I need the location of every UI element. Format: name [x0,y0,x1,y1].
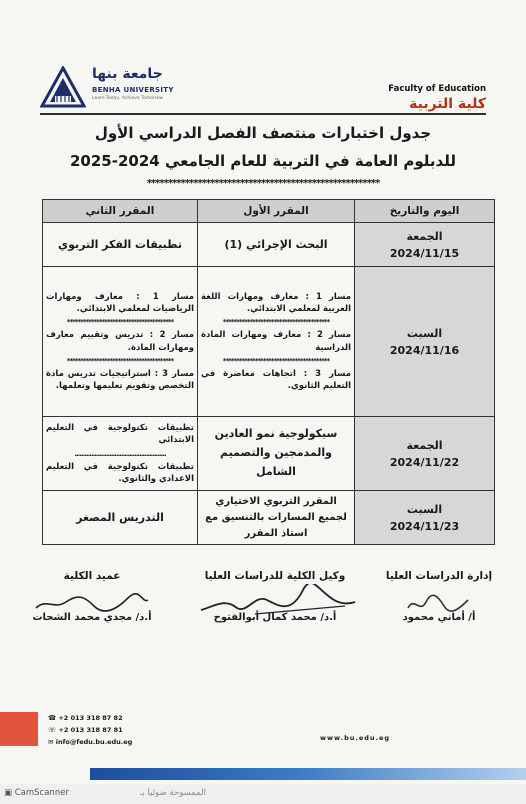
day-cell [355,267,495,417]
column-header-second-course: المقرر الثاني [43,200,198,223]
track-item: مسار 2 : معارف ومهارات المادة الدراسية [201,330,351,353]
signature-role: إدارة الدراسات العليا [385,570,493,582]
signature-name: أ/ أماني محمود [402,612,476,623]
university-emblem-icon [40,66,86,108]
signature-postgrad-admin [374,570,504,623]
second-course-cell [43,267,198,417]
track-item: تطبيقات تكنولوجية في التعليم الاعدادي والثانوي. [46,461,194,484]
day-date: 2024/11/16 [389,343,460,357]
signature-dean [22,570,162,623]
second-course-cell: التدريس المصغر [43,491,198,545]
document-title: جدول اختبارات منتصف الفصل الدراسي الأول [94,124,432,142]
university-tagline: Learn Today, Achieve Tomorrow [92,96,163,101]
dotted-divider: ....................................................... [74,449,166,458]
day-cell [355,491,495,545]
phone-icon: ☎ [48,714,59,722]
second-course-cell: تطبيقات الفكر التربوي [43,223,198,267]
stars-divider: **************************************** [66,318,174,327]
university-name-ar: جامعة بنها [92,66,163,82]
stars-divider: ******************************************************* [146,178,380,189]
handwritten-signature [195,584,360,618]
exam-schedule-table [42,199,495,545]
track-item: مسار 1 : معارف ومهارات الرياضيات لمعلمي الابتدائي. [46,291,194,314]
column-header-day: اليوم والتاريخ [355,200,495,223]
stars-divider: **************************************** [66,356,174,365]
day-name: السبت [406,502,443,516]
track-item: مسار 2 : تدريس وتقييم معارف ومهارات المادة. [46,330,194,353]
track-item: تطبيقات تكنولوجية في التعليم الابتدائي [46,422,194,446]
footer-color-bar [90,768,526,780]
table-row [43,491,495,545]
day-name: الجمعة [406,438,443,452]
day-date: 2024/11/22 [389,455,460,469]
first-course-cell: سيكولوجية نمو العادين والمدمجين والتصميم الشامل [198,417,355,491]
day-date: 2024/11/15 [389,246,460,260]
day-date: 2024/11/23 [389,519,460,533]
stars-divider: **************************************** [222,318,330,327]
table-row [43,223,495,267]
first-course-cell: البحث الإجرائي (1) [198,223,355,267]
handwritten-signature [404,592,474,616]
day-name: الجمعة [406,229,443,243]
day-cell [355,417,495,491]
table-row [43,267,495,417]
track-item: مسار 3 : اتجاهات معاصرة في التعليم الثانوي. [201,368,351,392]
table-row [43,417,495,491]
email-icon: ✉ [48,738,56,746]
signature-role: وكيل الكلية للدراسات العليا [204,570,346,582]
camscanner-icon: ▣ [4,788,15,798]
footer-phone: +2 013 318 87 82 [58,714,123,722]
footer-email: info@fedu.bu.edu.eg [55,738,133,746]
signature-role: عميد الكلية [63,570,121,582]
column-header-first-course: المقرر الأول [198,200,355,223]
document-subtitle: للدبلوم العامة في التربية للعام الجامعي 2024-2025 [70,152,456,170]
signature-name: أ.د/ محمد كمال أبوالفتوح [213,612,337,623]
footer-phone: +2 013 318 87 81 [58,726,123,734]
stars-divider: **************************************** [222,356,330,365]
header-divider [40,113,486,115]
first-course-cell: المقرر التربوي الاختياري لجميع المسارات بالتنسيق مع استاذ المقرر [198,491,355,545]
scanner-name: ▣ CamScanner [4,788,69,798]
footer-website: www.bu.edu.eg [320,734,391,742]
university-name-en: BENHA UNIVERSITY [92,86,174,94]
day-cell [355,223,495,267]
handwritten-signature [32,590,152,616]
first-course-cell [198,267,355,417]
track-item: مسار 1 : معارف ومهارات اللغة العربية لمعلمي الابتدائي. [201,291,351,314]
university-logo [40,64,190,110]
second-course-cell [43,417,198,491]
scanner-caption: الممسوحة ضوئيا بـ [140,788,206,798]
fax-icon: ☏ [48,726,59,734]
faculty-name-en: Faculty of Education [388,84,486,94]
signature-name: أ.د/ مجدي محمد الشحات [32,612,152,623]
table-header-row [43,200,495,223]
footer-accent-block [0,712,38,746]
scanner-watermark [0,784,526,804]
track-item: مسار 3 : استراتيجيات تدريس مادة التخصص وتقويم تعليمها وتعلمها. [46,368,194,392]
footer-contact [48,712,132,748]
signature-vice-dean [190,570,360,623]
day-name: السبت [406,326,443,340]
faculty-name-ar: كلية التربية [409,96,486,112]
